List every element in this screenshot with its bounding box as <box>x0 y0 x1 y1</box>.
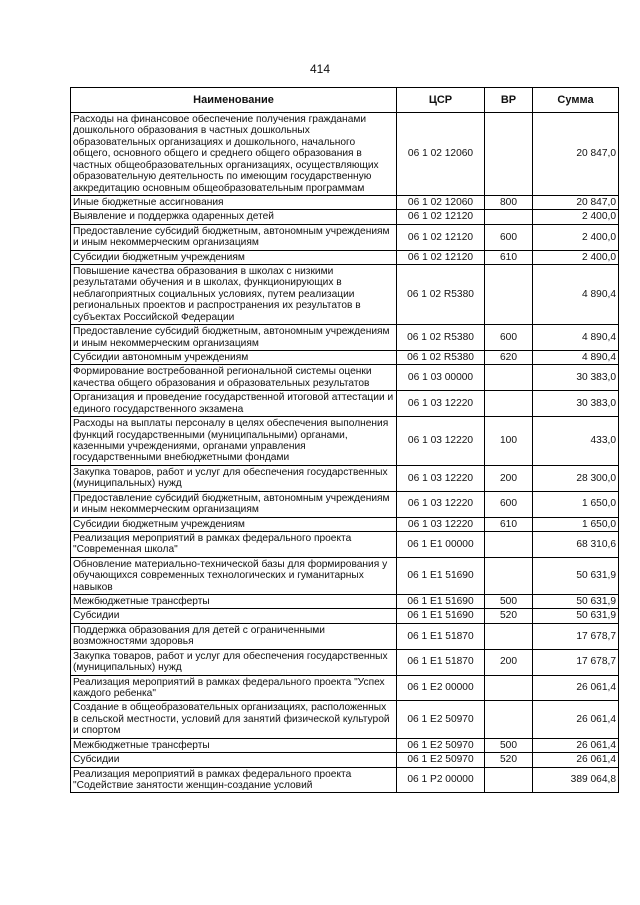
row-sum-cell: 4 890,4 <box>533 265 619 325</box>
row-name-cell: Субсидии бюджетным учреждениям <box>71 517 397 531</box>
row-csr-cell: 06 1 03 12220 <box>397 465 485 491</box>
row-vr-cell: 610 <box>485 250 533 264</box>
table-row <box>71 391 619 417</box>
row-vr-cell: 600 <box>485 224 533 250</box>
row-name-cell: Реализация мероприятий в рамках федерального проекта "Содействие занятости женщин-создание условий <box>71 767 397 793</box>
row-vr-cell: 610 <box>485 517 533 531</box>
row-sum-cell: 68 310,6 <box>533 531 619 557</box>
row-sum-cell: 50 631,9 <box>533 557 619 594</box>
row-csr-cell: 06 1 02 12120 <box>397 210 485 224</box>
row-name-cell: Создание в общеобразовательных организациях, расположенных в сельской местности, условий для занятий физической культурой и спортом <box>71 701 397 738</box>
row-vr-cell: 100 <box>485 417 533 466</box>
header-vr: ВР <box>485 88 533 113</box>
row-csr-cell: 06 1 E1 51690 <box>397 557 485 594</box>
row-csr-cell: 06 1 E1 00000 <box>397 531 485 557</box>
row-sum-cell: 20 847,0 <box>533 195 619 209</box>
row-name-cell: Реализация мероприятий в рамках федерального проекта "Современная школа" <box>71 531 397 557</box>
table-row <box>71 325 619 351</box>
row-sum-cell: 389 064,8 <box>533 767 619 793</box>
row-sum-cell: 2 400,0 <box>533 224 619 250</box>
row-vr-cell: 520 <box>485 609 533 623</box>
row-name-cell: Закупка товаров, работ и услуг для обеспечения государственных (муниципальных) нужд <box>71 465 397 491</box>
table-row <box>71 701 619 738</box>
row-vr-cell <box>485 210 533 224</box>
row-name-cell: Предоставление субсидий бюджетным, автономным учреждениям и иным некоммерческим организациям <box>71 325 397 351</box>
row-csr-cell: 06 1 03 00000 <box>397 365 485 391</box>
row-vr-cell: 200 <box>485 649 533 675</box>
row-csr-cell: 06 1 E1 51690 <box>397 609 485 623</box>
table-header-row <box>71 88 619 113</box>
row-vr-cell: 520 <box>485 753 533 767</box>
row-csr-cell: 06 1 E1 51870 <box>397 649 485 675</box>
row-vr-cell <box>485 701 533 738</box>
row-vr-cell: 600 <box>485 325 533 351</box>
row-name-cell: Межбюджетные трансферты <box>71 595 397 609</box>
row-sum-cell: 50 631,9 <box>533 609 619 623</box>
row-name-cell: Реализация мероприятий в рамках федерального проекта "Успех каждого ребенка" <box>71 675 397 701</box>
row-csr-cell: 06 1 E1 51690 <box>397 595 485 609</box>
row-sum-cell: 17 678,7 <box>533 649 619 675</box>
row-sum-cell: 20 847,0 <box>533 113 619 196</box>
header-name: Наименование <box>71 88 397 113</box>
table-row <box>71 351 619 365</box>
table-row <box>71 250 619 264</box>
row-csr-cell: 06 1 02 R5380 <box>397 265 485 325</box>
row-vr-cell: 620 <box>485 351 533 365</box>
row-csr-cell: 06 1 E2 00000 <box>397 675 485 701</box>
row-name-cell: Формирование востребованной региональной системы оценки качества общего образования и образовательных результатов <box>71 365 397 391</box>
row-vr-cell: 500 <box>485 738 533 752</box>
table-row <box>71 517 619 531</box>
table-row <box>71 365 619 391</box>
row-csr-cell: 06 1 03 12220 <box>397 417 485 466</box>
row-csr-cell: 06 1 E2 50970 <box>397 753 485 767</box>
row-name-cell: Повышение качества образования в школах с низкими результатами обучения и в школах, функционирующих в неблагоприятных социальных условиях, путем реализации региональных проектов и распространения их результатов в субъектах Российской Федерации <box>71 265 397 325</box>
table-row <box>71 609 619 623</box>
row-name-cell: Расходы на финансовое обеспечение получения гражданами дошкольного образования в частных дошкольных образовательных организациях и дошкольного, начального общего, основного общего и среднего общего образования в частных общеобразовательных организациях, осуществляющих образовательную деятельность по имеющим государственную аккредитацию основным общеобразовательным программам <box>71 113 397 196</box>
row-name-cell: Предоставление субсидий бюджетным, автономным учреждениям и иным некоммерческим организациям <box>71 491 397 517</box>
row-sum-cell: 4 890,4 <box>533 351 619 365</box>
row-name-cell: Субсидии бюджетным учреждениям <box>71 250 397 264</box>
row-sum-cell: 2 400,0 <box>533 210 619 224</box>
table-row <box>71 113 619 196</box>
table-body <box>71 113 619 793</box>
row-sum-cell: 30 383,0 <box>533 365 619 391</box>
row-name-cell: Закупка товаров, работ и услуг для обеспечения государственных (муниципальных) нужд <box>71 649 397 675</box>
table-row <box>71 417 619 466</box>
row-vr-cell <box>485 557 533 594</box>
header-sum: Сумма <box>533 88 619 113</box>
table-row <box>71 491 619 517</box>
row-vr-cell: 200 <box>485 465 533 491</box>
row-csr-cell: 06 1 P2 00000 <box>397 767 485 793</box>
row-name-cell: Субсидии <box>71 753 397 767</box>
row-vr-cell <box>485 265 533 325</box>
row-vr-cell <box>485 391 533 417</box>
row-vr-cell <box>485 623 533 649</box>
page-number: 414 <box>309 62 331 76</box>
row-name-cell: Субсидии <box>71 609 397 623</box>
row-sum-cell: 433,0 <box>533 417 619 466</box>
budget-table <box>70 87 619 793</box>
row-sum-cell: 50 631,9 <box>533 595 619 609</box>
row-csr-cell: 06 1 03 12220 <box>397 517 485 531</box>
row-name-cell: Расходы на выплаты персоналу в целях обеспечения выполнения функций государственными (муниципальными) органами, казенными учреждениями, органами управления государственными внебюджетными фондами <box>71 417 397 466</box>
header-csr: ЦСР <box>397 88 485 113</box>
row-sum-cell: 1 650,0 <box>533 491 619 517</box>
row-name-cell: Субсидии автономным учреждениям <box>71 351 397 365</box>
table-row <box>71 675 619 701</box>
row-csr-cell: 06 1 02 R5380 <box>397 325 485 351</box>
row-csr-cell: 06 1 02 R5380 <box>397 351 485 365</box>
row-name-cell: Предоставление субсидий бюджетным, автономным учреждениям и иным некоммерческим организациям <box>71 224 397 250</box>
table-row <box>71 210 619 224</box>
row-name-cell: Иные бюджетные ассигнования <box>71 195 397 209</box>
row-name-cell: Межбюджетные трансферты <box>71 738 397 752</box>
row-csr-cell: 06 1 02 12120 <box>397 224 485 250</box>
row-name-cell: Поддержка образования для детей с ограниченными возможностями здоровья <box>71 623 397 649</box>
table-row <box>71 557 619 594</box>
row-sum-cell: 1 650,0 <box>533 517 619 531</box>
row-sum-cell: 28 300,0 <box>533 465 619 491</box>
table-row <box>71 649 619 675</box>
row-csr-cell: 06 1 E1 51870 <box>397 623 485 649</box>
row-vr-cell: 800 <box>485 195 533 209</box>
table-row <box>71 224 619 250</box>
row-vr-cell <box>485 767 533 793</box>
row-sum-cell: 26 061,4 <box>533 701 619 738</box>
table-row <box>71 195 619 209</box>
row-csr-cell: 06 1 E2 50970 <box>397 701 485 738</box>
table-row <box>71 623 619 649</box>
row-vr-cell <box>485 675 533 701</box>
row-sum-cell: 30 383,0 <box>533 391 619 417</box>
row-sum-cell: 26 061,4 <box>533 738 619 752</box>
table-row <box>71 595 619 609</box>
row-csr-cell: 06 1 02 12060 <box>397 113 485 196</box>
table-row <box>71 265 619 325</box>
table-row <box>71 753 619 767</box>
table-row <box>71 767 619 793</box>
row-csr-cell: 06 1 03 12220 <box>397 491 485 517</box>
row-vr-cell <box>485 365 533 391</box>
row-vr-cell <box>485 113 533 196</box>
table-row <box>71 465 619 491</box>
row-sum-cell: 17 678,7 <box>533 623 619 649</box>
row-vr-cell: 500 <box>485 595 533 609</box>
table-row <box>71 738 619 752</box>
row-sum-cell: 4 890,4 <box>533 325 619 351</box>
table-row <box>71 531 619 557</box>
row-csr-cell: 06 1 02 12120 <box>397 250 485 264</box>
row-name-cell: Обновление материально-технической базы для формирования у обучающихся современных технологических и гуманитарных навыков <box>71 557 397 594</box>
row-csr-cell: 06 1 03 12220 <box>397 391 485 417</box>
row-sum-cell: 26 061,4 <box>533 675 619 701</box>
row-sum-cell: 2 400,0 <box>533 250 619 264</box>
row-name-cell: Организация и проведение государственной итоговой аттестации и единого государственного экзамена <box>71 391 397 417</box>
row-sum-cell: 26 061,4 <box>533 753 619 767</box>
row-vr-cell <box>485 531 533 557</box>
row-name-cell: Выявление и поддержка одаренных детей <box>71 210 397 224</box>
row-csr-cell: 06 1 E2 50970 <box>397 738 485 752</box>
row-csr-cell: 06 1 02 12060 <box>397 195 485 209</box>
row-vr-cell: 600 <box>485 491 533 517</box>
